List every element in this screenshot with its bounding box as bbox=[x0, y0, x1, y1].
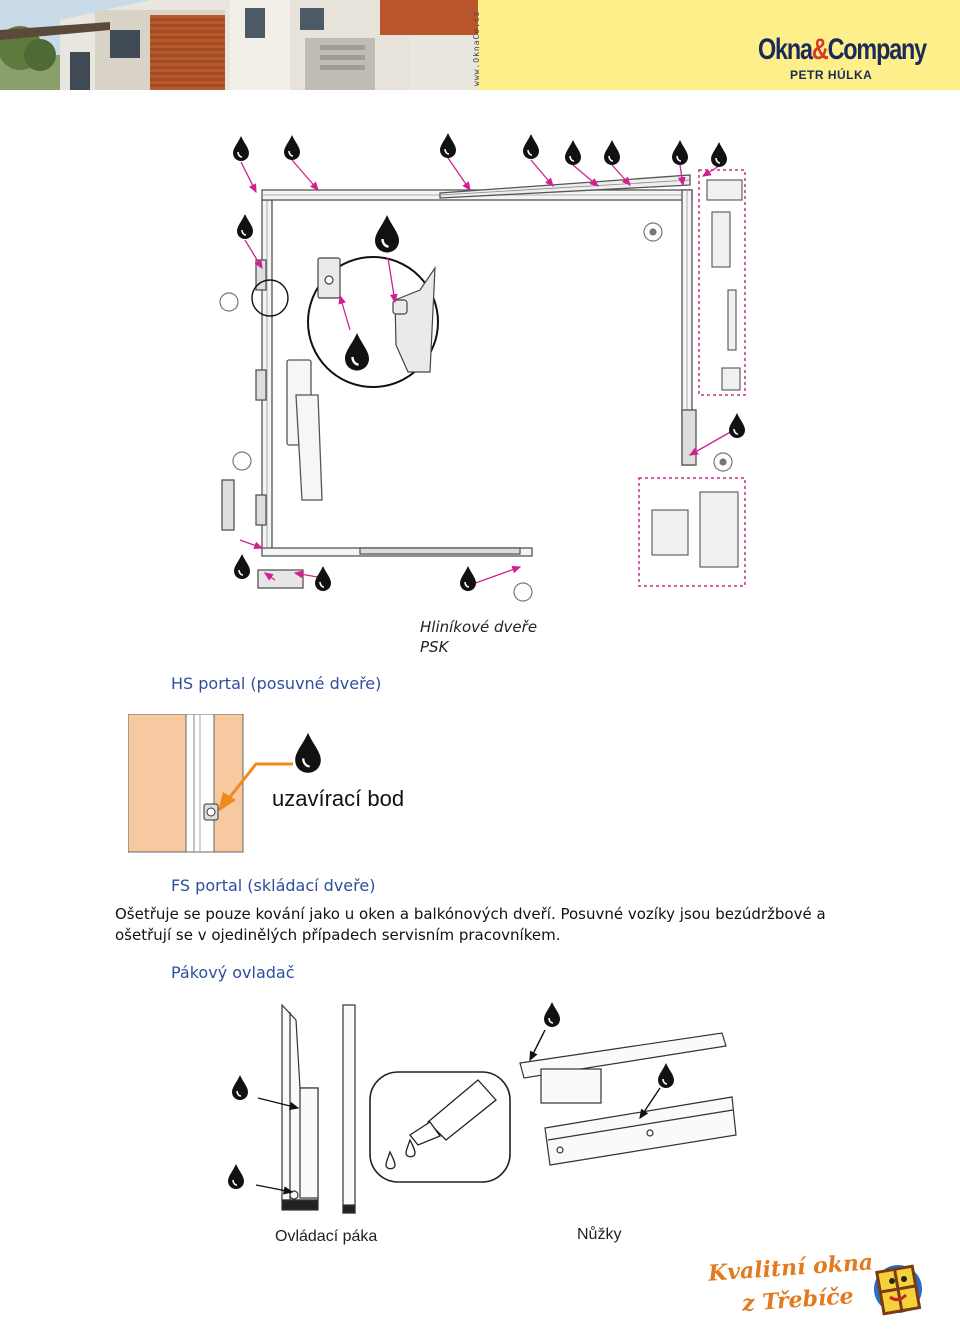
house-photo bbox=[0, 0, 478, 90]
brand-line-1: Kvalitní okna bbox=[707, 1249, 874, 1287]
closing-point-diagram bbox=[128, 714, 428, 854]
scissors-label: Nůžky bbox=[577, 1226, 622, 1243]
logo-subtitle: PETR HÚLKA bbox=[790, 68, 873, 82]
page-header bbox=[0, 0, 960, 90]
logo-ampersand: & bbox=[811, 33, 828, 66]
company-logo bbox=[758, 33, 926, 67]
logo-word-company: Company bbox=[827, 33, 927, 66]
fs-portal-heading: FS portal (skládací dveře) bbox=[171, 876, 376, 895]
closing-point-label: uzavírací bod bbox=[272, 786, 405, 811]
paragraph-line-1: Ošetřuje se pouze kování jako u oken a balkónových dveří. Posuvné vozíky jsou bezúdržbové a bbox=[115, 905, 826, 923]
logo-word-okna: Okna bbox=[758, 33, 812, 66]
brand-line-2: z Třebíče bbox=[741, 1283, 855, 1317]
fs-portal-paragraph bbox=[115, 904, 835, 946]
footer-brand bbox=[706, 1249, 936, 1325]
hs-portal-heading: HS portal (posuvné dveře) bbox=[171, 674, 382, 693]
website-url: www.OknaCo.cz bbox=[472, 10, 481, 86]
caption-line-1: Hliníkové dveře bbox=[420, 618, 538, 636]
window-mascot-icon bbox=[866, 1259, 932, 1319]
caption-line-2: PSK bbox=[420, 638, 449, 656]
hardware-lubrication-diagram bbox=[200, 125, 760, 605]
lever-label: Ovládací páka bbox=[275, 1228, 378, 1245]
lever-scissors-diagram bbox=[220, 995, 750, 1225]
paragraph-line-2: ošetřují se v ojedinělých případech servisním pracovníkem. bbox=[115, 926, 561, 944]
lever-heading: Pákový ovladač bbox=[171, 963, 295, 982]
diagram-caption bbox=[420, 617, 537, 657]
